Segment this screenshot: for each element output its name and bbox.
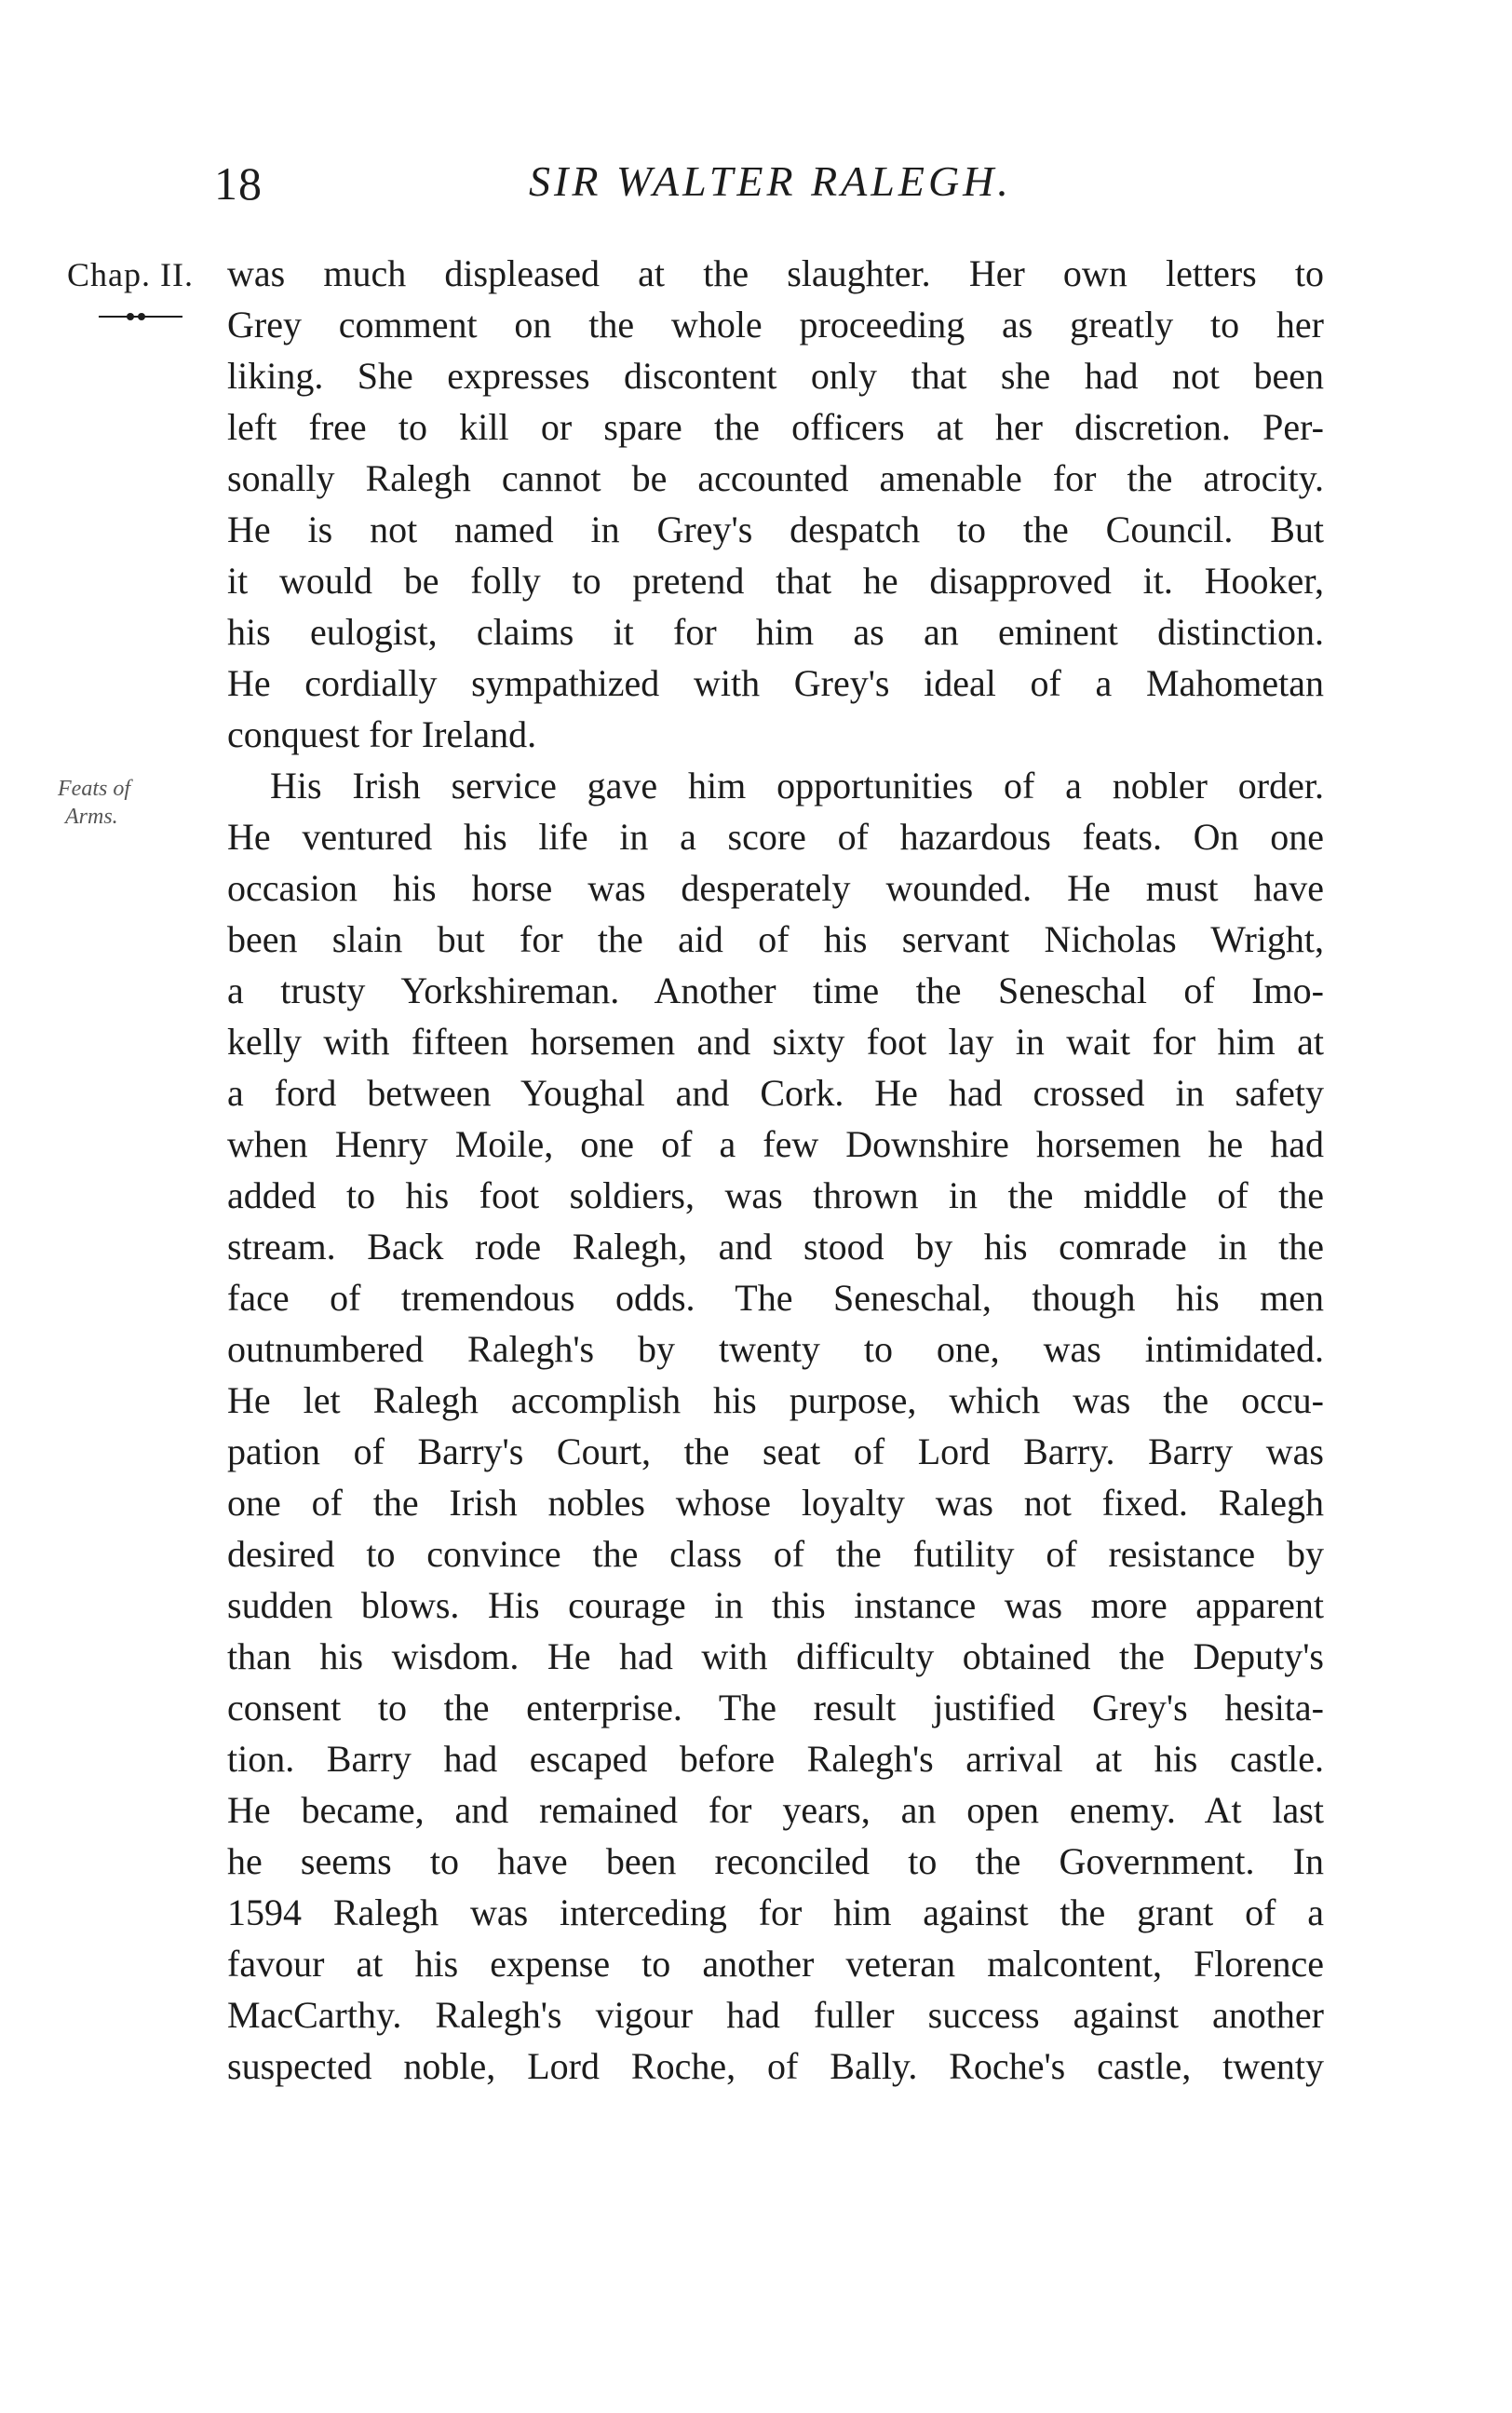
text-line: was much displeased at the slaughter. Her own letters to (227, 252, 1324, 294)
text-line: conquest for Ireland. (227, 713, 537, 755)
margin-side-note (58, 775, 130, 831)
text-line: Grey comment on the whole proceeding as greatly to her (227, 304, 1324, 346)
chapter-ornament-icon (97, 307, 184, 326)
text-line: He ventured his life in a score of hazardous feats. On one (227, 816, 1324, 858)
text-line: desired to convince the class of the futility of resistance by (227, 1533, 1324, 1575)
text-line: kelly with fifteen horsemen and sixty foot lay in wait for him at (227, 1021, 1324, 1063)
text-line: MacCarthy. Ralegh's vigour had fuller success against another (227, 1994, 1324, 2036)
running-title: SIR WALTER RALEGH. (529, 157, 1012, 205)
side-note-line: Feats of (58, 777, 130, 801)
text-line: sonally Ralegh cannot be accounted amenable for the atrocity. (227, 457, 1324, 499)
text-line: He is not named in Grey's despatch to the Council. But (227, 508, 1324, 550)
text-line: added to his foot soldiers, was thrown in the middle of the (227, 1174, 1324, 1216)
text-line: His Irish service gave him opportunities of a nobler order. (270, 765, 1324, 807)
running-head (0, 156, 1512, 222)
text-line: when Henry Moile, one of a few Downshire horsemen he had (227, 1123, 1324, 1165)
text-line: a trusty Yorkshireman. Another time the Seneschal of Imo- (227, 969, 1324, 1011)
text-line: a ford between Youghal and Cork. He had crossed in safety (227, 1072, 1324, 1114)
text-line: he seems to have been reconciled to the Government. In (227, 1840, 1324, 1882)
text-line: liking. She expresses discontent only that she had not been (227, 355, 1324, 397)
text-line: been slain but for the aid of his servant Nicholas Wright, (227, 918, 1324, 960)
text-line: tion. Barry had escaped before Ralegh's arrival at his castle. (227, 1738, 1324, 1780)
chapter-label: Chap. II. (67, 256, 194, 293)
text-line: 1594 Ralegh was interceding for him against the grant of a (227, 1891, 1324, 1933)
text-line: stream. Back rode Ralegh, and stood by his comrade in the (227, 1226, 1324, 1268)
text-line: suspected noble, Lord Roche, of Bally. Roche's castle, twenty (227, 2045, 1324, 2087)
text-line: his eulogist, claims it for him as an eminent distinction. (227, 611, 1324, 653)
text-line: sudden blows. His courage in this instance was more apparent (227, 1584, 1324, 1626)
text-line: outnumbered Ralegh's by twenty to one, was intimidated. (227, 1328, 1324, 1370)
text-line: He became, and remained for years, an open enemy. At last (227, 1789, 1324, 1831)
text-line: one of the Irish nobles whose loyalty was not fixed. Ralegh (227, 1482, 1324, 1524)
text-line: He cordially sympathized with Grey's ideal of a Mahometan (227, 662, 1324, 704)
page-number: 18 (214, 157, 263, 210)
text-line: consent to the enterprise. The result justified Grey's hesita- (227, 1687, 1324, 1728)
text-line: than his wisdom. He had with difficulty obtained the Deputy's (227, 1635, 1324, 1677)
text-line: it would be folly to pretend that he disapproved it. Hooker, (227, 560, 1324, 602)
text-line: He let Ralegh accomplish his purpose, which was the occu- (227, 1379, 1324, 1421)
body-text (227, 248, 1324, 2092)
text-line: left free to kill or spare the officers at her discretion. Per- (227, 406, 1324, 448)
text-line: pation of Barry's Court, the seat of Lord Barry. Barry was (227, 1430, 1324, 1472)
text-line: favour at his expense to another veteran malcontent, Florence (227, 1943, 1324, 1985)
side-note-line: Arms. (65, 805, 118, 829)
text-line: face of tremendous odds. The Seneschal, though his men (227, 1277, 1324, 1319)
text-line: occasion his horse was desperately wounded. He must have (227, 867, 1324, 909)
